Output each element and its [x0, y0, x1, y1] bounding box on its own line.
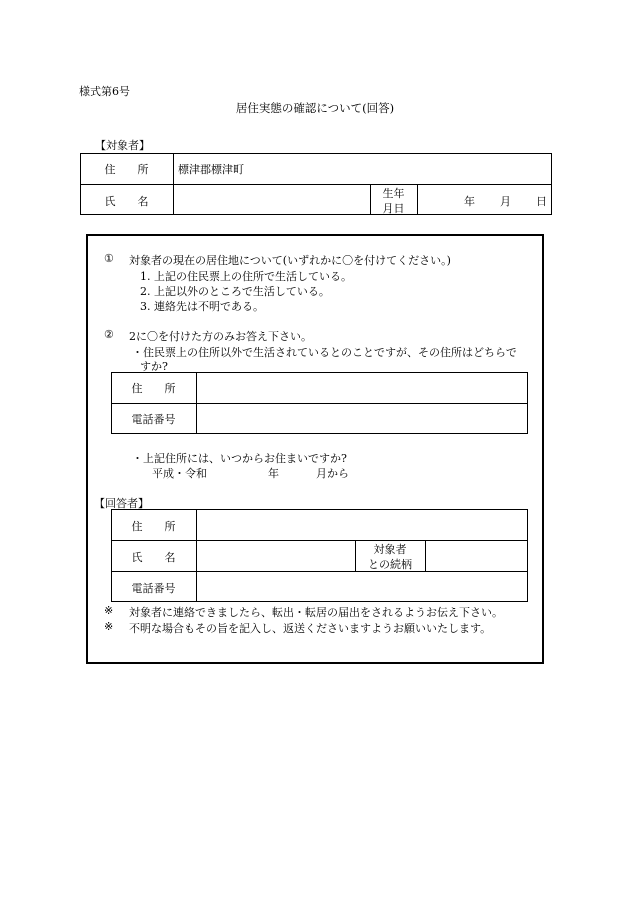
subject-heading: 【対象者】 — [95, 139, 150, 152]
respondent-phone-field[interactable] — [198, 573, 526, 600]
respondent-divider-1 — [111, 540, 528, 541]
question1-option-3[interactable]: 3. 連絡先は不明である。 — [140, 300, 264, 313]
page-title: 居住実態の確認について(回答) — [235, 101, 395, 115]
question1-text: 対象者の現在の居住地について(いずれかに〇を付けてください。) — [129, 254, 451, 267]
form-number: 様式第6号 — [79, 85, 130, 98]
question1-marker: ① — [104, 252, 114, 265]
note-1-mark: ※ — [104, 604, 114, 617]
respondent-divider-2 — [111, 571, 528, 572]
respondent-address-field[interactable] — [198, 511, 526, 538]
new-address-table-divider — [111, 403, 528, 404]
new-address-table-col-divider — [196, 372, 197, 434]
birth-day-unit: 日 — [536, 195, 547, 208]
new-address-label: 住 所 — [131, 382, 176, 395]
subject-address-label: 住 所 — [104, 163, 149, 176]
note-2-text: 不明な場合もその旨を記入し、返送くださいますようお願いいたします。 — [129, 622, 492, 635]
relation-divider-right — [425, 540, 426, 571]
new-phone-label: 電話番号 — [131, 413, 176, 426]
respondent-name-field[interactable] — [198, 542, 353, 569]
subject-name-label: 氏 名 — [104, 195, 149, 208]
respondent-name-label: 氏 名 — [131, 551, 176, 564]
new-address-field[interactable] — [198, 374, 526, 401]
question2-text: 2に〇を付けた方のみお答え下さい。 — [129, 330, 312, 343]
note-2-mark: ※ — [104, 620, 114, 633]
subject-birth-label-1: 生年 — [382, 187, 405, 200]
relation-label-1: 対象者 — [373, 543, 407, 556]
since-year-unit: 年 — [268, 467, 279, 480]
question2-sub-line2: すか? — [140, 360, 168, 373]
subject-birth-label-2: 月日 — [382, 202, 405, 215]
subject-birth-divider-right — [417, 184, 418, 215]
subject-table-col-divider — [173, 153, 174, 215]
subject-table-divider — [80, 184, 552, 185]
new-phone-field[interactable] — [198, 405, 526, 432]
question1-option-1[interactable]: 1. 上記の住民票上の住所で生活している。 — [140, 270, 352, 283]
birth-year-unit: 年 — [464, 195, 475, 208]
respondent-col-divider — [196, 509, 197, 602]
question1-option-2[interactable]: 2. 上記以外のところで生活している。 — [140, 285, 330, 298]
question2-sub-line1: ・住民票上の住所以外で生活されているとのことですが、その住所はどちらで — [132, 346, 517, 359]
relation-field[interactable] — [427, 542, 526, 569]
birth-month-unit: 月 — [500, 195, 511, 208]
since-month-unit: 月から — [316, 467, 349, 480]
respondent-heading: 【回答者】 — [94, 497, 149, 510]
since-question: ・上記住所には、いつからお住まいですか? — [132, 452, 347, 465]
relation-label-2: との続柄 — [368, 558, 412, 571]
subject-address-field[interactable]: 標津郡標津町 — [178, 163, 244, 176]
subject-name-field[interactable] — [175, 186, 368, 213]
respondent-phone-label: 電話番号 — [131, 582, 176, 595]
question2-marker: ② — [104, 328, 114, 341]
respondent-address-label: 住 所 — [131, 520, 176, 533]
note-1-text: 対象者に連絡できましたら、転出・転居の届出をされるようお伝え下さい。 — [129, 606, 503, 619]
since-era: 平成・令和 — [152, 467, 207, 480]
